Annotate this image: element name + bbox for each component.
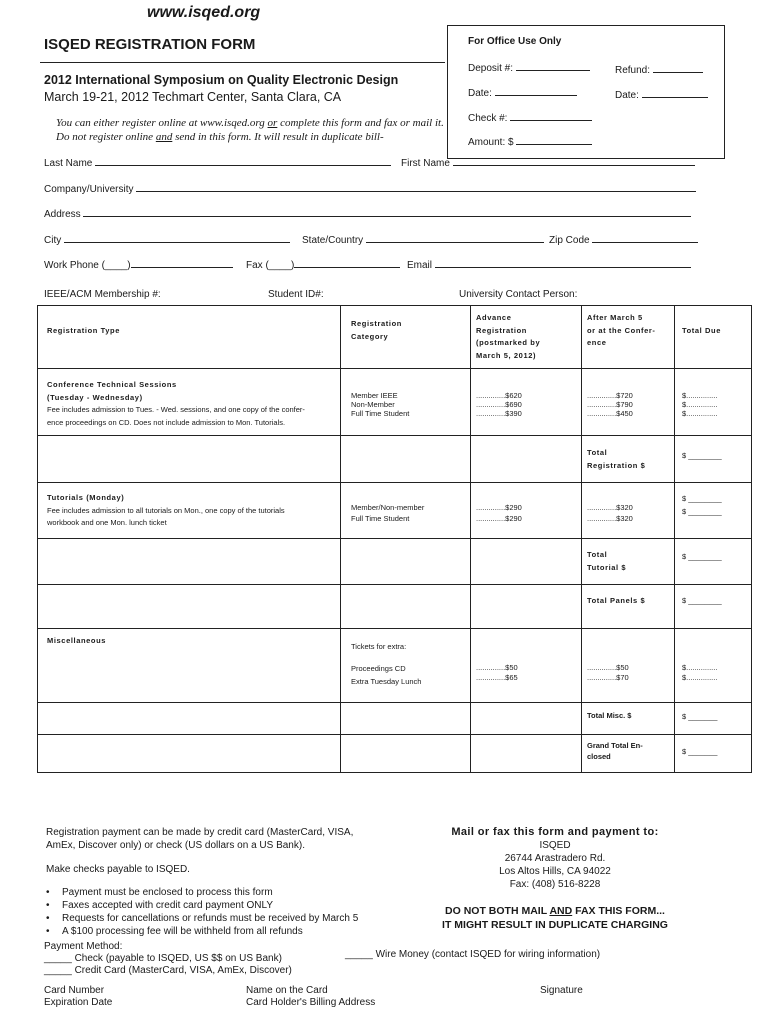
city-field[interactable]: City	[44, 233, 290, 246]
state-country-field[interactable]: State/Country	[302, 233, 544, 246]
office-use-heading: For Office Use Only	[468, 36, 562, 47]
expiration-date-label: Expiration Date	[44, 997, 113, 1008]
conference-description: Conference Technical Sessions (Tuesday - Wednesday) Fee includes admission to Tues. - Wed. sessions, and one copy of the confer- ence proceedings on CD. Does not include admission to Mon. Tutorials.	[47, 380, 305, 427]
payment-rules-list	[46, 886, 358, 938]
last-name-field[interactable]: Last Name	[44, 156, 391, 169]
conference-categories: Member IEEE Non-Member Full Time Student	[351, 391, 410, 418]
tutorials-categories: Member/Non-member Full Time Student	[351, 503, 425, 523]
email-field[interactable]: Email	[407, 258, 691, 271]
payment-rule: • Requests for cancellations or refunds must be received by March 5	[46, 912, 358, 925]
mail-city: Los Altos Hills, CA 94022	[499, 866, 611, 877]
title-divider	[40, 62, 445, 63]
credit-card-option[interactable]: _____ Credit Card (MasterCard, VISA, AmEx, Discover)	[44, 965, 292, 976]
payment-rule: • Payment must be enclosed to process this form	[46, 886, 358, 899]
header-after: After March 5 or at the Confer- ence	[587, 313, 656, 347]
total-registration-due[interactable]: $ ________	[682, 451, 722, 460]
signature-label: Signature	[540, 985, 583, 996]
symposium-title: 2012 International Symposium on Quality Electronic Design	[44, 73, 399, 87]
payment-method-label: Payment Method:	[44, 941, 123, 952]
fee-table	[37, 305, 752, 773]
contact-person-field[interactable]: University Contact Person:	[459, 289, 578, 300]
misc-after-fees: ..............$50 ..............$70	[587, 663, 629, 682]
misc-items: Proceedings CD Extra Tuesday Lunch	[351, 664, 422, 686]
mail-street: 26744 Arastradero Rd.	[504, 853, 606, 864]
company-field[interactable]: Company/University	[44, 182, 696, 195]
total-panels-due[interactable]: $ ________	[682, 596, 722, 605]
event-dates-location: March 19-21, 2012 Techmart Center, Santa Clara, CA	[44, 90, 342, 104]
wire-money-option[interactable]: _____ Wire Money (contact ISQED for wiring information)	[345, 949, 601, 960]
misc-totals[interactable]: $............... $...............	[682, 663, 718, 682]
tutorials-advance-fees: ..............$290 ..............$290	[476, 503, 522, 523]
payment-rule: • Faxes accepted with credit card payment ONLY	[46, 899, 358, 912]
header-total-due: Total Due	[682, 326, 722, 335]
first-name-field[interactable]: First Name	[401, 156, 695, 169]
mail-to-block	[400, 826, 710, 891]
payment-rule: • A $100 processing fee will be withheld from all refunds	[46, 925, 358, 938]
total-tutorial-label: Total Tutorial $	[587, 550, 627, 572]
conference-advance-fees: ..............$620 ..............$690 ..............$390	[476, 391, 522, 418]
checks-payable: Make checks payable to ISQED.	[46, 864, 190, 875]
check-option[interactable]: _____ Check (payable to ISQED, US $$ on US Bank)	[44, 953, 282, 964]
refund-field: Refund:	[615, 63, 703, 76]
form-title: ISQED REGISTRATION FORM	[44, 36, 256, 53]
tutorials-totals[interactable]: $ ________ $ ________	[682, 494, 722, 516]
tutorials-after-fees: ..............$320 ..............$320	[587, 503, 633, 523]
total-registration-label: Total Registration $	[587, 448, 646, 470]
student-id-field[interactable]: Student ID#:	[268, 289, 324, 300]
website-url: www.isqed.org	[147, 4, 261, 21]
total-tutorial-due[interactable]: $ ________	[682, 552, 722, 561]
office-use-box	[447, 25, 725, 159]
conference-totals[interactable]: $............... $............... $...............	[682, 391, 718, 418]
check-number-field: Check #:	[468, 111, 592, 124]
mail-heading: Mail or fax this form and payment to:	[451, 826, 659, 838]
header-registration-type: Registration Type	[47, 326, 120, 335]
billing-address-label: Card Holder's Billing Address	[246, 997, 376, 1008]
total-misc-label: Total Misc. $	[587, 711, 632, 720]
membership-field[interactable]: IEEE/ACM Membership #:	[44, 289, 161, 300]
date-field-1: Date:	[468, 86, 577, 99]
fax-field[interactable]: Fax (____)	[246, 258, 400, 271]
grand-total-due[interactable]: $ _______	[682, 747, 718, 756]
payment-info: Registration payment can be made by credit card (MasterCard, VISA, AmEx, Discover only) or check (US dollars on a US Bank).	[46, 827, 354, 851]
conference-after-fees: ..............$720 ..............$790 ..............$450	[587, 391, 633, 418]
amount-field: Amount: $	[468, 135, 592, 148]
header-category: Registration Category	[351, 319, 402, 341]
misc-title: Miscellaneous	[47, 636, 107, 645]
work-phone-field[interactable]: Work Phone (____)	[44, 258, 233, 271]
tutorials-description: Tutorials (Monday) Fee includes admission to all tutorials on Mon., one copy of the tutorials workbook and one Mon. lunch ticket	[47, 493, 285, 527]
misc-advance-fees: ..............$50 ..............$65	[476, 663, 518, 682]
duplicate-warning: DO NOT BOTH MAIL AND FAX THIS FORM... IT MIGHT RESULT IN DUPLICATE CHARGING	[442, 905, 668, 931]
deposit-field: Deposit #:	[468, 61, 590, 74]
misc-tickets-label: Tickets for extra:	[351, 642, 407, 651]
total-panels-label: Total Panels $	[587, 596, 646, 605]
mail-org: ISQED	[539, 840, 571, 851]
mail-fax: Fax: (408) 516-8228	[509, 879, 601, 890]
registration-note: You can either register online at www.isqed.org or complete this form and fax or mail it. Do not register online and send in this form. It will result in duplicate bill-	[56, 117, 444, 143]
card-number-label: Card Number	[44, 985, 105, 996]
name-on-card-label: Name on the Card	[246, 985, 328, 996]
date-field-2: Date:	[615, 88, 708, 101]
zip-code-field[interactable]: Zip Code	[549, 233, 698, 246]
grand-total-label: Grand Total En- closed	[587, 741, 643, 761]
address-field[interactable]: Address	[44, 207, 691, 220]
total-misc-due[interactable]: $ _______	[682, 712, 718, 721]
header-advance: Advance Registration (postmarked by March 5, 2012)	[476, 313, 541, 360]
